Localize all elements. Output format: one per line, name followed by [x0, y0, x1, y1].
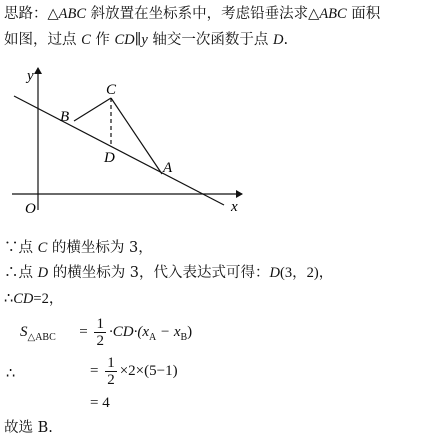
intro-line-2: 如图，过点 C 作 CD∥y 轴交一次函数于点 D.: [4, 32, 289, 48]
intro-line-1: 思路：△ABC 斜放置在坐标系中，考虑铅垂法求△ABC 面积: [4, 6, 381, 22]
label-c: C: [106, 82, 117, 98]
segment-ca: [111, 98, 162, 174]
answer: 故选 B.: [4, 420, 53, 436]
fraction-half-2: $\frac{1}{2}$: [107, 355, 115, 388]
step-2: ∴点 D 的横坐标为 3，代入表达式可得：D(3，2)，: [4, 265, 334, 281]
label-d: D: [104, 150, 115, 166]
step-1: ∵点 C 的横坐标为 3，: [4, 240, 153, 256]
function-line: [14, 96, 224, 205]
label-b: B: [60, 109, 70, 125]
calculation: = $\frac{1}{2}$ ×2×(5−1): [90, 355, 178, 388]
label-a: A: [163, 160, 173, 176]
result: = 4: [90, 395, 110, 411]
therefore-symbol: ∴: [6, 366, 16, 382]
segment-bc: [74, 98, 111, 121]
step-3: ∴CD=2，: [4, 291, 64, 307]
label-x: x: [231, 199, 238, 215]
fraction-half: $\frac{1}{2}$: [96, 316, 104, 349]
label-o: O: [25, 201, 36, 217]
area-formula: $S_{\triangle ABC}$ = $\frac{1}{2}$ $\cdot CD\cdot(x_A - x_B)$: [20, 316, 193, 349]
label-y: y: [27, 68, 34, 84]
